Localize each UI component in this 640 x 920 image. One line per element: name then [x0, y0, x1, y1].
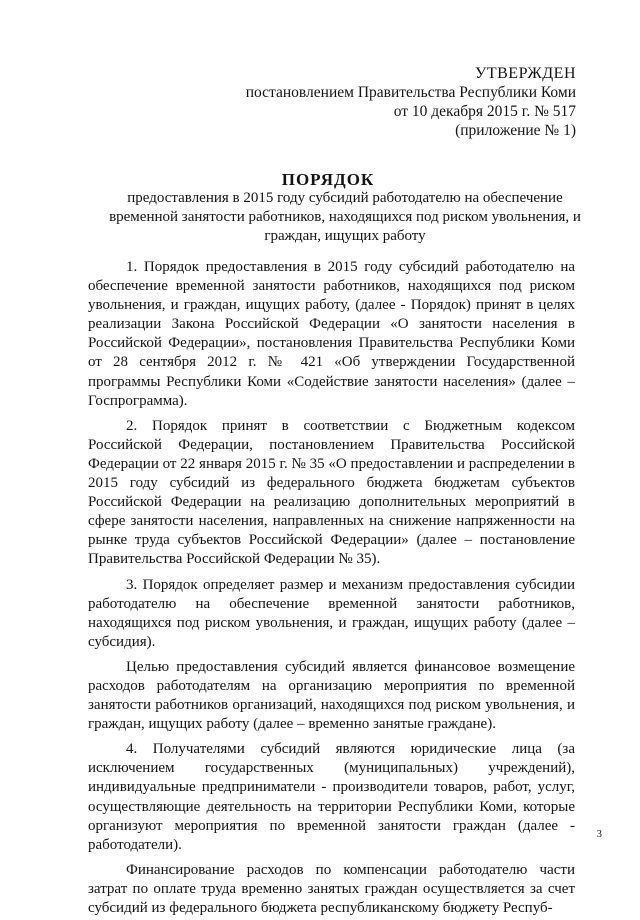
approval-stamp: УТВЕРЖДЕН [475, 65, 576, 82]
approval-block [246, 64, 576, 140]
document-subtitle: предоставления в 2015 году субсидий работодателю на обеспечение временной занятости работников, находящихся под риском увольнения, и граждан, ищущих работу [109, 190, 581, 244]
paragraph-1: 1. Порядок предоставления в 2015 году субсидий работодателю на обеспечение временной занятости работников, находящихся под риском увольнения, и граждан, ищущих работу, (далее - Порядок) принят в целях реализации Закона Российской Федерации «О занятости населения в Российской Федерации», постановления Правительства Республики Коми от 28 сентября 2012 г. № 421 «Об утверждении Государственной программы Республики Коми «Содействие занятости населения» (далее – Госпрограмма). [88, 259, 575, 409]
paragraph-2: 2. Порядок принят в соответствии с Бюджетным кодексом Российской Федерации, постановлением Правительства Российской Федерации от 22 января 2015 г. № 35 «О предоставлении и распределении в 2015 году субсидий из федерального бюджета бюджетам субъектов Российской Федерации на реализацию дополнительных мероприятий в сфере занятости населения, направленных на снижение напряженности на рынке труда субъектов Российской Федерации» (далее – постановление Правительства Российской Федерации № 35). [88, 417, 575, 568]
paragraph-financing: Финансирование расходов по компенсации работодателю части затрат по оплате труда временно занятых граждан осуществляется за счет субсидий из федерального бюджета республиканскому бюджету Респуб- [88, 861, 575, 916]
document-title: ПОРЯДОК [281, 170, 375, 189]
paragraph-purpose: Целью предоставления субсидий является финансовое возмещение расходов работодателям на организацию мероприятия по временной занятости работников организаций, находящихся под риском увольнения, и граждан, ищущих работу (далее – временно занятые граждане). [88, 658, 575, 733]
paragraph-3: 3. Порядок определяет размер и механизм предоставления субсидии работодателю на обеспечение временной занятости работников, находящихся под риском увольнения, и граждан, ищущих работу (далее – субсидия). [88, 576, 575, 650]
approval-line-2: от 10 декабря 2015 г. № 517 [393, 103, 576, 120]
approval-line-1: постановлением Правительства Республики Коми [245, 84, 576, 101]
page-number: 3 [596, 828, 602, 840]
approval-line-3: (приложение № 1) [455, 122, 576, 139]
paragraph-4: 4. Получателями субсидий являются юридические лица (за исключением государственных (муниципальных) учреждений), индивидуальные предприниматели - производители товаров, работ, услуг, осуществляющие деятельность на территории Республики Коми, которые организуют мероприятия по временной занятости граждан (далее - работодатели). [88, 741, 575, 853]
document-body [88, 258, 575, 920]
